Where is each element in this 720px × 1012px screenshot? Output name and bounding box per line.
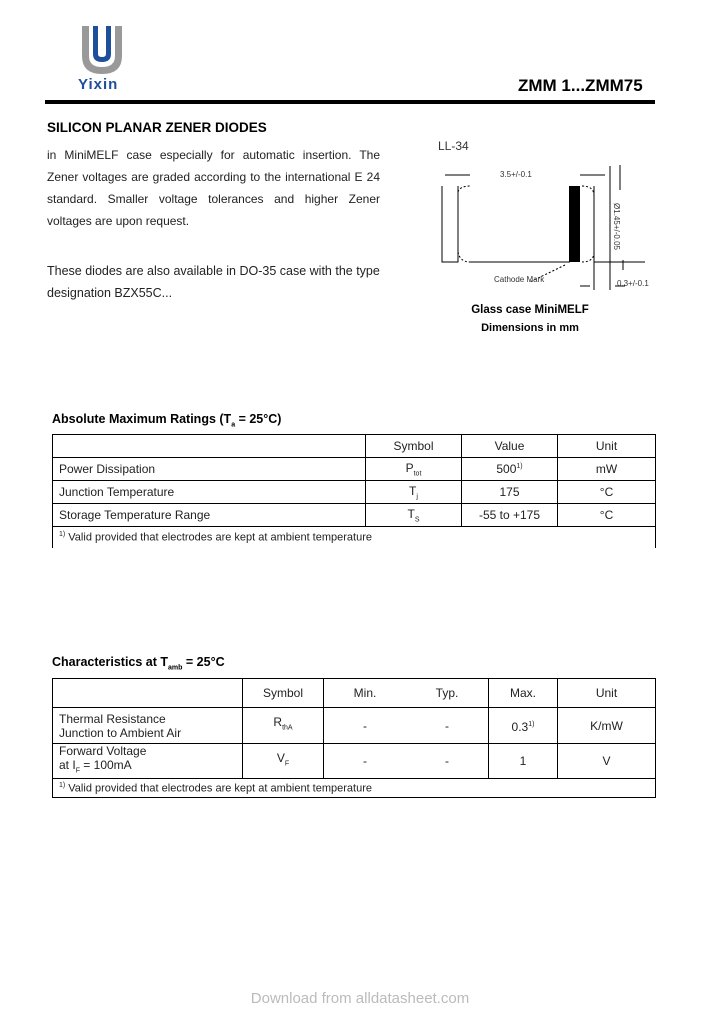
figure-units: Dimensions in mm xyxy=(481,322,579,334)
table-row: Thermal Resistance Junction to Ambient Air $R_{thA}$ - - 0.3$^{1)}$ K/mW xyxy=(53,708,656,744)
intro-paragraph: in MiniMELF case especially for automatic insertion. The Zener voltages are graded according to the international E 24 standard. Smaller voltage tolerances and higher Zener voltages are upon request. xyxy=(47,148,380,228)
yixin-logo-icon xyxy=(80,26,124,76)
header-rule xyxy=(45,100,655,104)
table-row: Junction Temperature $T_j$ 175 °C xyxy=(53,481,656,504)
watermark: Download from alldatasheet.com xyxy=(250,990,470,1007)
endcap-dimension: 0.3+/-0.1 xyxy=(617,279,649,288)
abs-max-title: Absolute Maximum Ratings $(T_a = 25^\circ C)$ xyxy=(52,412,282,429)
table-row: Forward Voltage at $I_F = 100mA$ $V_F$ - - 1 V xyxy=(53,744,656,779)
document-title: ZMM 1...ZMM75 xyxy=(518,76,643,95)
characteristics-title: Characteristics at $T_{amb} = 25^\circ C$ xyxy=(52,655,225,672)
abs-max-table xyxy=(52,434,656,548)
footnote-row: $^{1)}$ Valid provided that electrodes are kept at ambient temperature xyxy=(53,527,656,548)
availability-paragraph: These diodes are also available in DO-35 case with the type designation BZX55C... xyxy=(47,264,380,300)
table-row: Storage Temperature Range $T_S$ -55 to +175 °C xyxy=(53,504,656,527)
diameter-dimension: Ø1.45+/-0.05 xyxy=(611,203,621,250)
characteristics-table xyxy=(52,678,656,798)
brand-name: Yixin xyxy=(78,76,119,93)
table-header-row: Symbol Value Unit xyxy=(53,435,656,458)
table-row: Power Dissipation $P_{tot}$ 500$^{1)}$ mW xyxy=(53,458,656,481)
package-label: LL-34 xyxy=(438,139,469,153)
footnote-row: $^{1)}$ Valid provided that electrodes are kept at ambient temperature xyxy=(53,779,656,798)
table-header-row: Symbol Min. Typ. Max. Unit xyxy=(53,679,656,708)
section-heading: SILICON PLANAR ZENER DIODES xyxy=(47,120,267,135)
figure-caption: Glass case MiniMELF xyxy=(471,304,589,316)
length-dimension: 3.5+/-0.1 xyxy=(500,170,532,179)
cathode-mark-label: Cathode Mark xyxy=(494,275,545,284)
